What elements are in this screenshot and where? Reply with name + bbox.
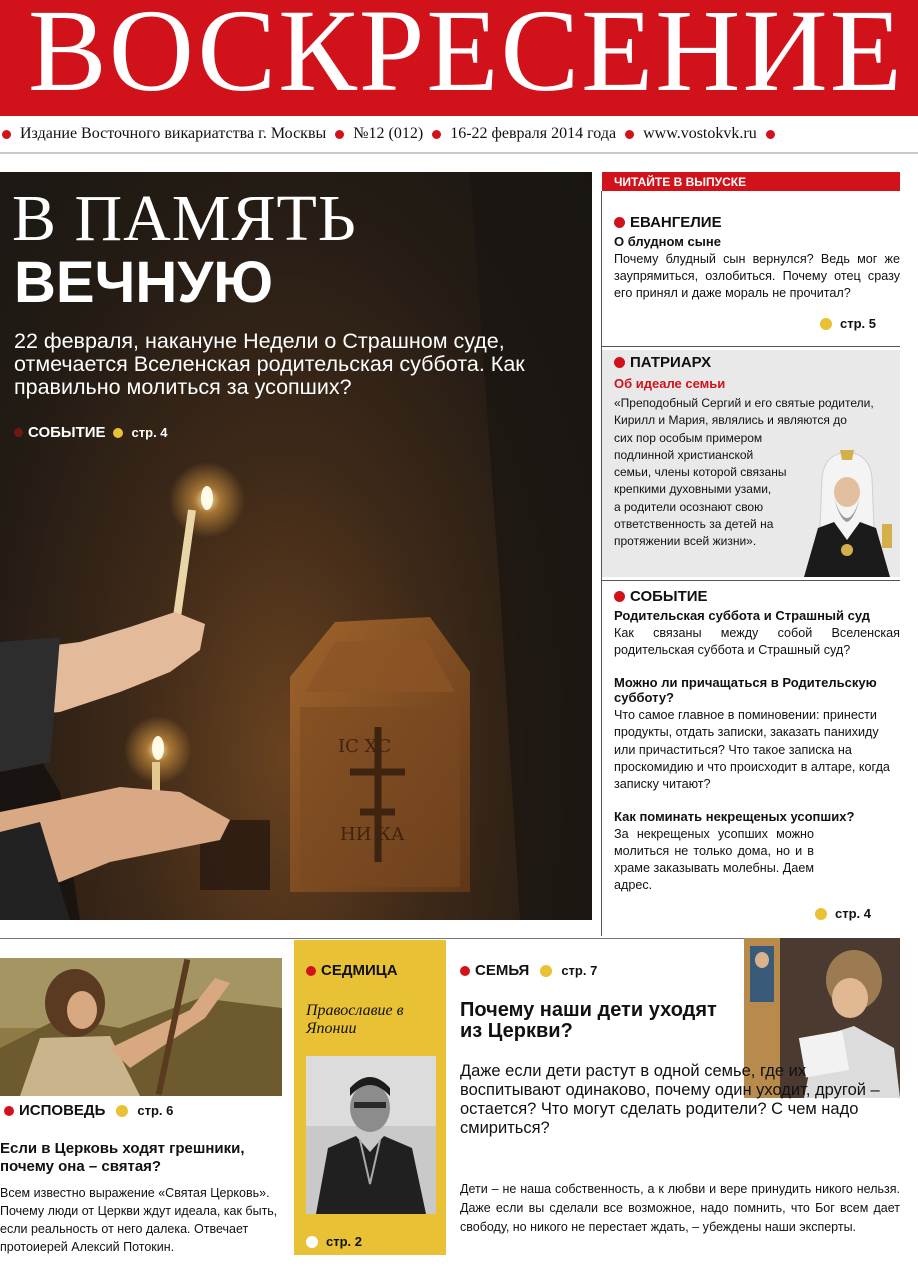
hero-title-bold: ВЕЧНУЮ xyxy=(14,250,274,315)
confession-painting xyxy=(0,958,282,1096)
event-label xyxy=(614,588,900,605)
family-section-name: СЕМЬЯ xyxy=(475,962,530,979)
patriarch-title: Об идеале семьи xyxy=(614,376,726,391)
gospel-section-name: ЕВАНГЕЛИЕ xyxy=(630,214,722,231)
event-section-name: СОБЫТИЕ xyxy=(630,588,708,605)
event-section[interactable] xyxy=(614,588,900,894)
gospel-text: Почему блудный сын вернулся? Ведь мог же заупрямиться, озлобиться. Почему отец сразу его принял и даже мораль не прочитал? xyxy=(614,252,900,301)
confession-title: Если в Церковь ходят грешники, почему она – святая? xyxy=(0,1140,245,1175)
carving-text-top: IС ХС xyxy=(338,736,392,757)
page-dot-icon xyxy=(306,1236,318,1248)
event-text-3: За некрещеных усопших можно молиться не только дома, но и в храме заказывать молебны. Даем адрес. xyxy=(614,826,814,893)
hero-title: В ПАМЯТЬ xyxy=(12,182,357,255)
page-dot-icon xyxy=(113,428,123,438)
bullet-icon xyxy=(460,966,470,976)
family-lead: Даже если дети растут в одной семье, где их воспитывают одинаково, почему один уходит, другой – остается? Что могут сделать родители? С чем надо смириться? xyxy=(460,1062,880,1138)
stone-carving xyxy=(290,617,470,892)
patriarch-label xyxy=(614,354,711,371)
quote-line: подлинной христианской xyxy=(614,447,754,462)
bullet-icon xyxy=(335,130,344,139)
family-text: Дети – не наша собственность, а к любви и вере принудить никого нельзя. Даже если вы сделали все возможное, надо помнить, что Бог всем дает свободу, но никого не перестает ждать, – убеждены наши эксперты. xyxy=(460,1182,900,1234)
week-subtitle: Православие в Японии xyxy=(306,1002,404,1038)
section-divider xyxy=(602,580,900,581)
gospel-title: О блудном сыне xyxy=(614,234,721,249)
quote-line: семьи, члены которой связаны xyxy=(614,465,787,480)
carving-text-bottom: НИ КА xyxy=(340,824,405,845)
family-page-ref: стр. 7 xyxy=(561,963,598,978)
hero-section-tag[interactable] xyxy=(14,424,168,441)
week-section-name: СЕДМИЦА xyxy=(321,962,398,979)
week-page-text: стр. 2 xyxy=(326,1234,362,1249)
site-link[interactable]: www.vostokvk.ru xyxy=(643,125,757,142)
bullet-icon xyxy=(766,130,775,139)
header-divider xyxy=(0,152,918,154)
quote-line: ответственность за детей на xyxy=(614,516,774,531)
quote-line: сих пор особым примером xyxy=(614,430,763,445)
quote-line: а родители осознают свою xyxy=(614,499,764,514)
issue-dates: 16-22 февраля 2014 года xyxy=(450,125,617,142)
page-dot-icon xyxy=(820,318,832,330)
confession-text: Всем известно выражение «Святая Церковь». Почему люди от Церкви ждут идеала, как быть, если реальность от него далека. Отвечает протоиерей Алексий Потокин. xyxy=(0,1186,278,1255)
bullet-icon xyxy=(4,1106,14,1116)
hero-page-ref: стр. 4 xyxy=(131,425,168,440)
event-text-2: Что самое главное в поминовении: принести продукты, отдать записки, заказать панихиду или причаститься? Что такое записка на проскомидию и что происходит в алтаре, когда записку читают? xyxy=(614,708,890,791)
confession-label[interactable] xyxy=(4,1102,173,1119)
masthead-title: ВОСКРЕСЕНИЕ xyxy=(28,0,904,116)
event-page-ref[interactable] xyxy=(815,906,871,921)
family-title: Почему наши дети уходят из Церкви? xyxy=(460,999,717,1042)
bullet-icon xyxy=(625,130,634,139)
gospel-page-text: стр. 5 xyxy=(840,316,876,331)
week-page-ref xyxy=(306,1234,362,1249)
sidebar-header: ЧИТАЙТЕ В ВЫПУСКЕ xyxy=(602,172,900,191)
event-text-1: Как связаны между собой Вселенская родительская суббота и Страшный суд? xyxy=(614,626,900,658)
event-title-3: Как поминать некрещеных усопших? xyxy=(614,808,855,824)
bullet-icon xyxy=(614,357,625,368)
confession-section-name: ИСПОВЕДЬ xyxy=(19,1102,106,1119)
bullet-icon xyxy=(614,217,625,228)
event-page-text: стр. 4 xyxy=(835,906,871,921)
bullet-icon xyxy=(14,428,23,437)
patriarch-portrait xyxy=(794,450,900,577)
gospel-label xyxy=(614,214,900,231)
event-title-1: Родительская суббота и Страшный суд xyxy=(614,608,871,623)
patriarch-section-name: ПАТРИАРХ xyxy=(630,354,712,371)
hero-article[interactable] xyxy=(0,172,592,920)
bullet-icon xyxy=(432,130,441,139)
confession-page-ref: стр. 6 xyxy=(137,1103,174,1118)
publisher-text: Издание Восточного викариатства г. Москвы xyxy=(20,125,327,142)
bullet-icon xyxy=(306,966,316,976)
issue-number: №12 (012) xyxy=(353,125,424,142)
page-dot-icon xyxy=(540,965,552,977)
section-divider xyxy=(602,346,900,347)
quote-line: протяжении всей жизни». xyxy=(614,534,757,549)
gospel-section[interactable] xyxy=(614,214,900,302)
quote-line: «Преподобный Сергий и его святые родители, xyxy=(614,396,874,410)
week-section[interactable] xyxy=(294,940,446,1255)
family-label[interactable] xyxy=(460,962,597,979)
bullet-icon xyxy=(2,130,11,139)
page-dot-icon xyxy=(815,908,827,920)
page-dot-icon xyxy=(116,1105,128,1117)
event-title-2: Можно ли причащаться в Родительскую субботу? xyxy=(614,675,877,706)
patriarch-section[interactable] xyxy=(602,350,900,577)
info-bar xyxy=(0,118,918,150)
quote-line: Кирилл и Мария, являлись и являются до xyxy=(614,413,847,428)
hero-section-label: СОБЫТИЕ xyxy=(28,424,106,441)
priest-photo xyxy=(306,1056,436,1214)
quote-line: крепкими духовными узами, xyxy=(614,482,772,497)
hero-lead: 22 февраля, накануне Недели о Страшном суде, отмечается Вселенская родительская суббота. Как правильно молиться за усопших? xyxy=(14,329,525,399)
masthead xyxy=(0,0,918,116)
gospel-page-ref[interactable] xyxy=(820,316,876,331)
bullet-icon xyxy=(614,591,625,602)
week-label xyxy=(306,962,398,979)
